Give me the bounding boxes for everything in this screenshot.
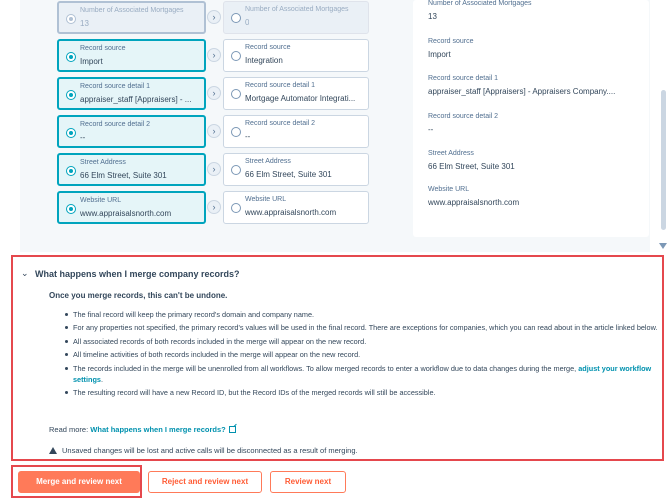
preview-field [428,113,498,134]
merge-comparison-area [20,0,650,252]
unsaved-changes-warning [49,446,358,455]
chevron-right-icon: › [207,10,221,24]
primary-value-option[interactable] [57,153,206,186]
workflow-end: . [100,375,104,385]
preview-value: -- [428,125,434,134]
preview-value: www.appraisalsnorth.com [428,198,520,207]
property-label: Number of Associated Mortgages [80,7,184,14]
secondary-value-option[interactable] [223,115,369,148]
adjust-workflow-settings-link[interactable]: adjust your workflow settings [73,363,652,385]
property-label: Website URL [245,196,287,203]
secondary-value-option[interactable] [223,77,369,110]
property-value: -- [245,132,251,141]
preview-label: Record source detail 2 [428,113,499,120]
chevron-right-icon: › [207,200,221,214]
property-label: Street Address [245,158,291,165]
radio-button[interactable] [66,204,76,214]
list-item: The final record will keep the primary record's domain and company name. [73,309,658,320]
accordion-title[interactable]: What happens when I merge company records? [35,269,240,279]
radio-button [66,14,76,24]
reject-and-review-next-button[interactable]: Reject and review next [148,471,262,493]
workflow-text: The records included in the merge will be unenrolled from all workflows. To allow merged records to enter a workflow due to data changes during the merge, [73,363,577,373]
property-label: Record source [80,45,126,52]
irreversible-warning: Once you merge records, this can't be undone. [49,291,228,300]
preview-label: Number of Associated Mortgages [428,0,532,7]
property-label: Number of Associated Mortgages [245,6,349,13]
list-item: For any properties not specified, the primary record's values will be used in the final record. There are exceptions for companies, which you can read about in the article linked below. [73,323,658,333]
preview-label: Record source detail 1 [428,75,499,82]
secondary-value-option [223,1,369,34]
read-more-prefix: Read more: [49,425,89,434]
property-label: Record source detail 1 [80,83,151,90]
primary-value-option[interactable] [57,39,206,72]
secondary-value-option[interactable] [223,153,369,186]
property-value: Mortgage Automator Integrati... [245,94,356,103]
review-next-button[interactable]: Review next [270,471,346,493]
property-label: Record source detail 1 [245,82,316,89]
preview-label: Street Address [428,150,474,157]
property-value: 66 Elm Street, Suite 301 [80,171,167,180]
warning-icon [49,447,57,454]
primary-value-option[interactable] [57,115,206,148]
merged-record-preview [413,0,649,237]
property-value: appraiser_staff [Appraisers] - ... [80,95,192,104]
property-label: Record source detail 2 [245,120,316,127]
chevron-right-icon: › [207,124,221,138]
preview-value: Import [428,50,451,59]
radio-button[interactable] [66,52,76,62]
unsaved-text: Unsaved changes will be lost and active calls will be disconnected as a result of merging. [62,446,358,455]
property-value: Integration [245,56,283,65]
radio-button[interactable] [231,51,241,61]
merge-and-review-next-button[interactable]: Merge and review next [18,471,140,493]
preview-value: 13 [428,12,437,21]
radio-button [231,13,241,23]
scrollbar[interactable] [657,0,669,252]
property-label: Record source [245,44,291,51]
primary-value-option [57,1,206,34]
property-label: Record source detail 2 [80,121,151,128]
radio-button[interactable] [231,127,241,137]
property-label: Street Address [80,159,126,166]
chevron-right-icon: › [207,86,221,100]
radio-button[interactable] [231,203,241,213]
secondary-value-option[interactable] [223,39,369,72]
radio-button[interactable] [66,166,76,176]
property-value: -- [80,133,86,142]
property-value: 13 [80,19,89,28]
scrollbar-thumb[interactable] [661,90,666,230]
list-item [73,363,658,386]
merge-info-panel [11,255,664,461]
scroll-down-arrow-icon[interactable] [659,243,667,249]
external-link-icon[interactable] [229,426,236,433]
preview-field [428,75,615,96]
preview-field [428,0,532,21]
radio-button[interactable] [231,165,241,175]
preview-label: Website URL [428,186,470,193]
primary-value-option[interactable] [57,191,206,224]
radio-button[interactable] [66,128,76,138]
preview-value: appraiser_staff [Appraisers] - Appraisers Company.... [428,87,616,96]
merge-rules-list [73,309,658,401]
list-item: All timeline activities of both records included in the merge will appear on the new record. [73,349,658,360]
property-value: www.appraisalsnorth.com [80,209,172,218]
list-item: The resulting record will have a new Record ID, but the Record IDs of the merged records will still be accessible. [73,387,658,398]
property-value: Import [80,57,103,66]
list-item: All associated records of both records included in the merge will appear on the new record. [73,336,658,347]
preview-label: Record source [428,38,474,45]
preview-value: 66 Elm Street, Suite 301 [428,162,515,171]
property-value: www.appraisalsnorth.com [245,208,337,217]
chevron-right-icon: › [207,48,221,62]
read-more-link[interactable]: What happens when I merge records? [90,425,226,434]
property-value: 66 Elm Street, Suite 301 [245,170,332,179]
radio-button[interactable] [231,89,241,99]
preview-field [428,150,515,171]
primary-value-option[interactable] [57,77,206,110]
preview-field [428,186,519,207]
property-label: Website URL [80,197,122,204]
secondary-value-option[interactable] [223,191,369,224]
property-value: 0 [245,18,250,27]
preview-field [428,38,474,59]
chevron-right-icon: › [207,162,221,176]
chevron-down-icon[interactable]: ⌄ [21,268,29,278]
radio-button[interactable] [66,90,76,100]
read-more [49,425,236,434]
